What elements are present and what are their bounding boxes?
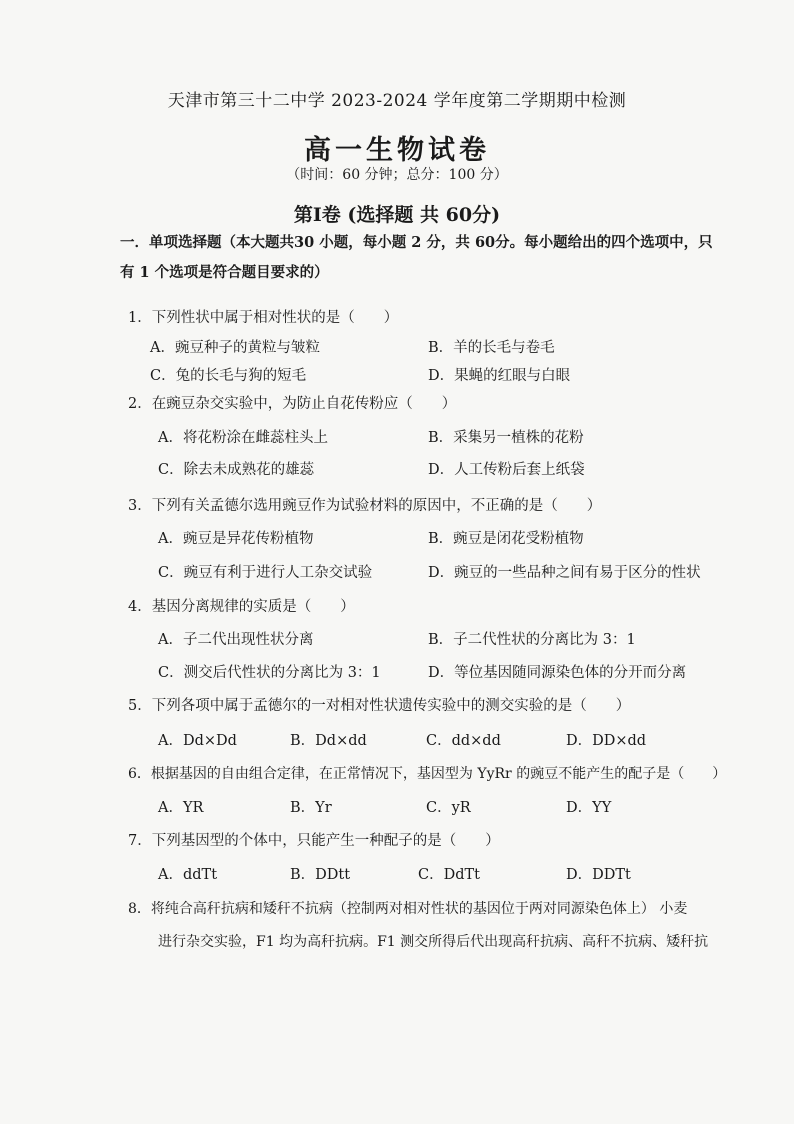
- question-6-option-c: C．yR: [426, 800, 471, 816]
- school-exam-header: 天津市第三十二中学 2023-2024 学年度第二学期期中检测: [167, 91, 627, 111]
- question-1-option-d: D．果蝇的红眼与白眼: [428, 368, 571, 384]
- exam-time-score: （时间：60 分钟；总分：100 分）: [286, 167, 508, 183]
- question-3-option-c: C．豌豆有利于进行人工杂交试验: [158, 565, 373, 581]
- question-3-option-d: D．豌豆的一些品种之间有易于区分的性状: [428, 565, 701, 581]
- question-3-option-b: B．豌豆是闭花受粉植物: [428, 531, 584, 547]
- question-5-option-d: D．DD×dd: [566, 733, 647, 749]
- question-2-option-d: D．人工传粉后套上纸袋: [428, 462, 585, 478]
- question-2-option-c: C．除去未成熟花的雄蕊: [158, 462, 315, 478]
- question-7-option-a: A．ddTt: [158, 867, 218, 883]
- question-1-option-b: B．羊的长毛与卷毛: [428, 340, 555, 356]
- section-instruction-line2: 有 1 个选项是符合题目要求的）: [120, 264, 329, 281]
- exam-title: 高一生物试卷: [304, 135, 490, 166]
- question-8-stem-line1: 8．将纯合高秆抗病和矮秆不抗病（控制两对相对性状的基因位于两对同源染色体上） 小麦: [128, 901, 688, 917]
- question-1-option-c: C．兔的长毛与狗的短毛: [150, 368, 307, 384]
- question-5-option-b: B．Dd×dd: [290, 733, 367, 749]
- section-instruction-line1: 一．单项选择题（本大题共30 小题，每小题 2 分，共 60分。每小题给出的四个选项中，只: [120, 234, 713, 251]
- question-7-option-c: C．DdTt: [418, 867, 481, 883]
- question-3-option-a: A．豌豆是异花传粉植物: [158, 531, 314, 547]
- question-3-stem: 3．下列有关孟德尔选用豌豆作为试验材料的原因中，不正确的是（ ）: [128, 498, 602, 514]
- question-2-option-b: B．采集另一植株的花粉: [428, 430, 584, 446]
- question-7-option-b: B．DDtt: [290, 867, 351, 883]
- question-6-option-a: A．YR: [158, 800, 204, 816]
- question-2-stem: 2．在豌豆杂交实验中，为防止自花传粉应（ ）: [128, 396, 457, 412]
- question-5-option-a: A．Dd×Dd: [158, 733, 237, 749]
- section-title: 第Ⅰ卷 (选择题 共 60分): [293, 204, 501, 226]
- question-6-option-d: D．YY: [566, 800, 612, 816]
- question-5-option-c: C．dd×dd: [426, 733, 501, 749]
- question-4-option-b: B．子二代性状的分离比为 3：1: [428, 632, 636, 648]
- question-1-stem: 1．下列性状中属于相对性状的是（ ）: [128, 310, 399, 326]
- question-4-option-a: A．子二代出现性状分离: [158, 632, 314, 648]
- question-1-option-a: A．豌豆种子的黄粒与皱粒: [150, 340, 320, 356]
- question-4-stem: 4．基因分离规律的实质是（ ）: [128, 599, 355, 615]
- question-4-option-d: D．等位基因随同源染色体的分开而分离: [428, 665, 687, 681]
- question-2-option-a: A．将花粉涂在雌蕊柱头上: [158, 430, 328, 446]
- question-5-stem: 5．下列各项中属于孟德尔的一对相对性状遗传实验中的测交实验的是（ ）: [128, 698, 631, 714]
- question-7-stem: 7．下列基因型的个体中，只能产生一种配子的是（ ）: [128, 833, 500, 849]
- question-4-option-c: C．测交后代性状的分离比为 3：1: [158, 665, 381, 681]
- question-7-option-d: D．DDTt: [566, 867, 631, 883]
- question-6-option-b: B．Yr: [290, 800, 332, 816]
- question-6-stem: 6．根据基因的自由组合定律，在正常情况下，基因型为 YyRr 的豌豆不能产生的配子是（ ）: [128, 766, 727, 782]
- question-8-stem-line2: 进行杂交实验，F1 均为高秆抗病。F1 测交所得后代出现高秆抗病、高秆不抗病、矮秆抗: [158, 934, 709, 950]
